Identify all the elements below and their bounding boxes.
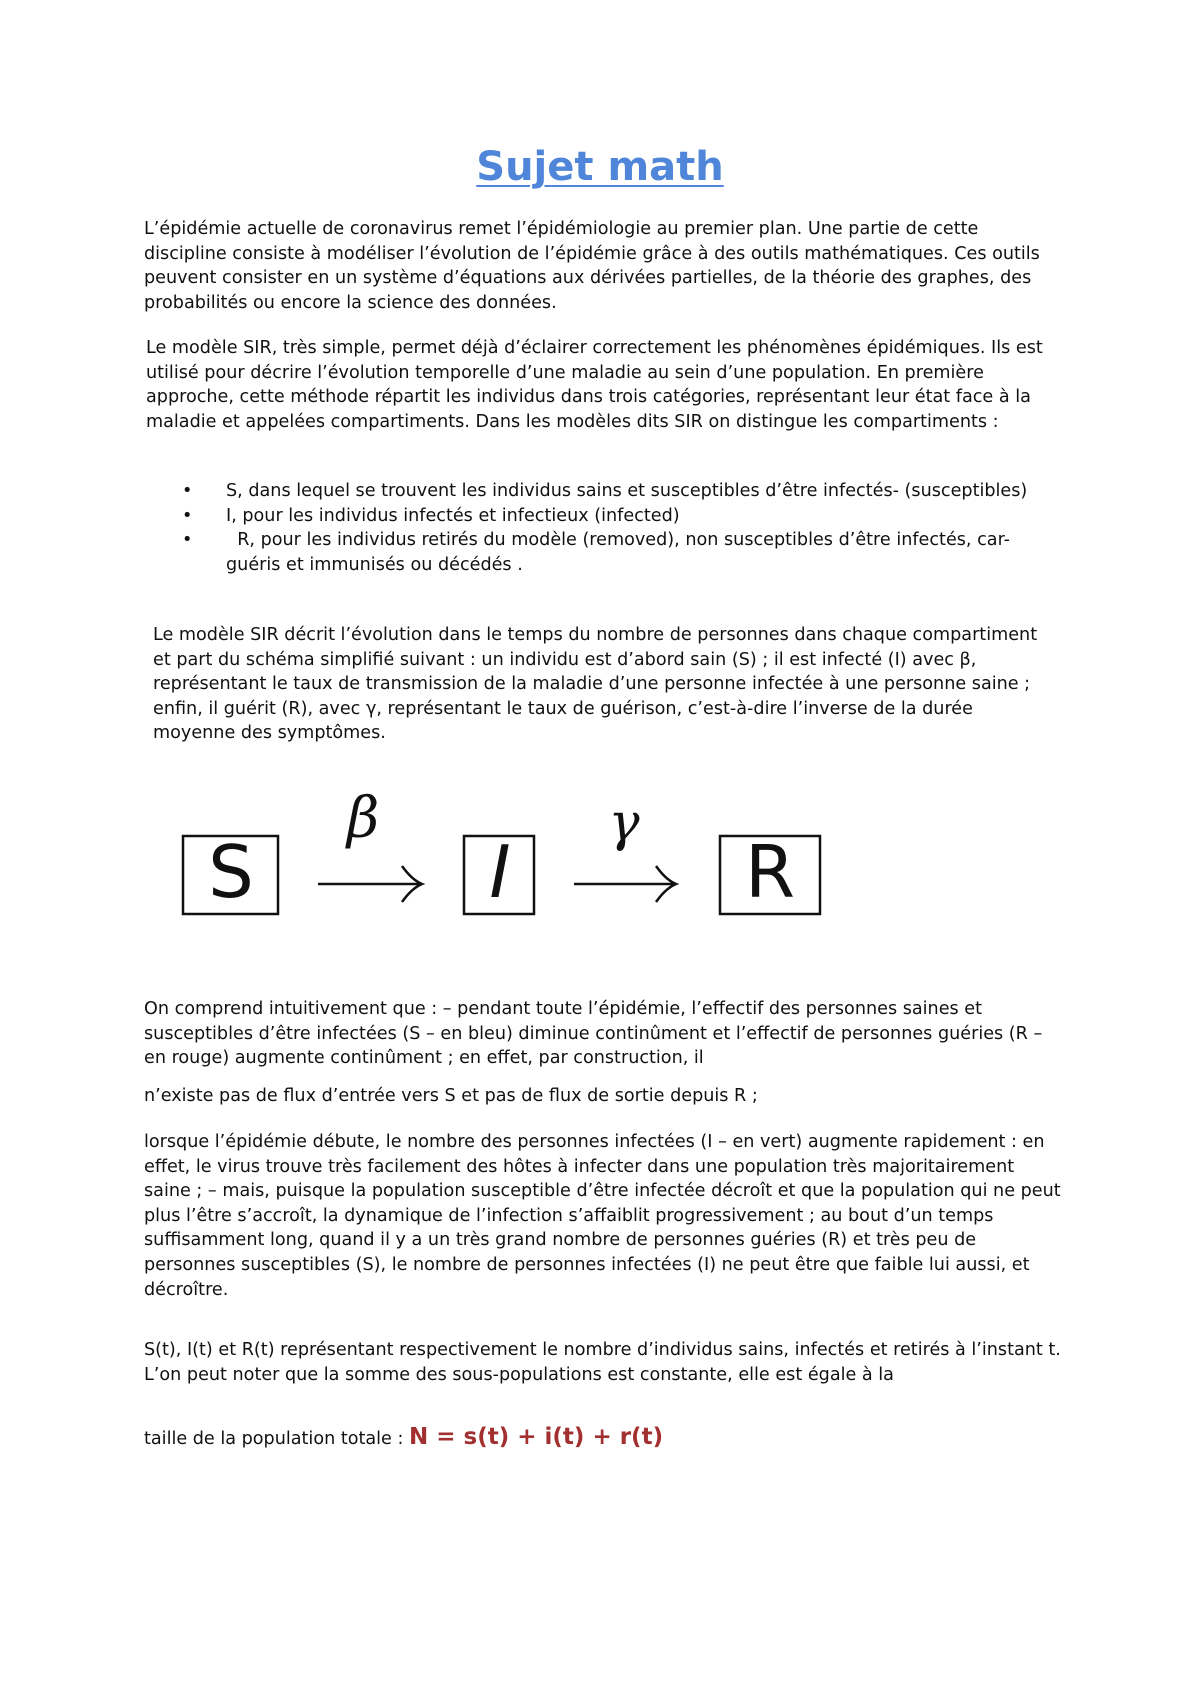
total-population-line [144,1425,1064,1452]
arrow-gamma [574,793,676,902]
box-r [720,830,820,914]
list-item-text: R, pour les individus retirés du modèle (removed), non susceptibles d’être infectés, car- guéris et immunisés ou décédés . [226,530,1016,575]
box-s-label: S [208,830,254,914]
population-formula: N = s(t) + i(t) + r(t) [409,1424,664,1450]
arrow-beta [318,786,422,902]
list-item-text: I, pour les individus infectés et infectieux (infected) [226,505,680,526]
list-item [144,479,1064,504]
arrow-beta-label: β [346,786,380,851]
intuition-paragraph-continued: n’existe pas de flux d’entrée vers S et pas de flux de sortie depuis R ; [144,1086,758,1106]
intuition-paragraph: On comprend intuitivement que : – pendant toute l’épidémie, l’effectif des personnes saines et susceptibles d’être infectées (S – en bleu) diminue continûment et l’effectif de personnes guéries (R – en rouge) augmente continûment ; en effet, par construction, il [144,999,1043,1069]
box-i-label: I [489,830,511,914]
bullet-icon: • [182,481,193,501]
bullet-icon: • [182,505,193,526]
box-i [464,830,534,914]
intro-paragraph: L’épidémie actuelle de coronavirus remet l’épidémiologie au premier plan. Une partie de cette discipline consiste à modéliser l’évolution de l’épidémie grâce à des outils mathématiques. Ces outils peuvent consister en un système d’équations aux dérivées partielles, de la théorie des graphes, des probabilités ou encore la science des données. [144,219,1040,313]
sir-description-paragraph: Le modèle SIR décrit l’évolution dans le temps du nombre de personnes dans chaque compartiment et part du schéma simplifié suivant : un individu est d’abord sain (S) ; il est infecté (I) avec β, représentant le taux de transmission de la maladie d’une personne infectée à une personne saine ; enfin, il guérit (R), avec γ, représentant le taux de guérison, c’est-à-dire l’inverse de la durée moyenne des symptômes. [153,625,1038,744]
arrow-gamma-label: γ [608,793,640,853]
notation-paragraph: S(t), I(t) et R(t) représentant respectivement le nombre d’individus sains, infectés et retirés à l’instant t. L’on peut noter que la somme des sous-populations est constante, elle est égale à la [144,1340,1061,1385]
page-title: Sujet math [476,144,724,190]
epidemic-dynamics-paragraph: lorsque l’épidémie débute, le nombre des personnes infectées (I – en vert) augmente rapidement : en effet, le virus trouve très facilement des hôtes à infecter dans une population très majoritairement saine ; – mais, puisque la population susceptible d’être infectée décroît et que la population qui ne peut plus l’être s’accroît, la dynamique de l’infection s’affaiblit progressivement ; au bout d’un temps suffisamment long, quand il y a un très grand nombre de personnes guéries (R) et très peu de personnes susceptibles (S), le nombre de personnes infectées (I) ne peut être que faible lui aussi, et décroître. [144,1132,1061,1300]
box-s [183,830,278,914]
sir-model-paragraph: Le modèle SIR, très simple, permet déjà d’éclairer correctement les phénomènes épidémiques. Ils est utilisé pour décrire l’évolution temporelle d’une maladie au sein d’une population. En première approche, cette méthode répartit les individus dans trois catégories, représentant leur état face à la maladie et appelées compartiments. Dans les modèles dits SIR on distingue les compartiments : [146,338,1043,432]
list-item [144,528,1064,577]
bullet-icon: • [182,530,193,551]
list-item-text: S, dans lequel se trouvent les individus sains et susceptibles d’être infectés- (susceptibles) [226,481,1028,501]
total-population-label: taille de la population totale : [144,1429,409,1449]
compartment-list [144,479,1064,577]
list-item [144,504,1064,529]
box-r-label: R [744,830,796,914]
sir-diagram [150,780,850,930]
